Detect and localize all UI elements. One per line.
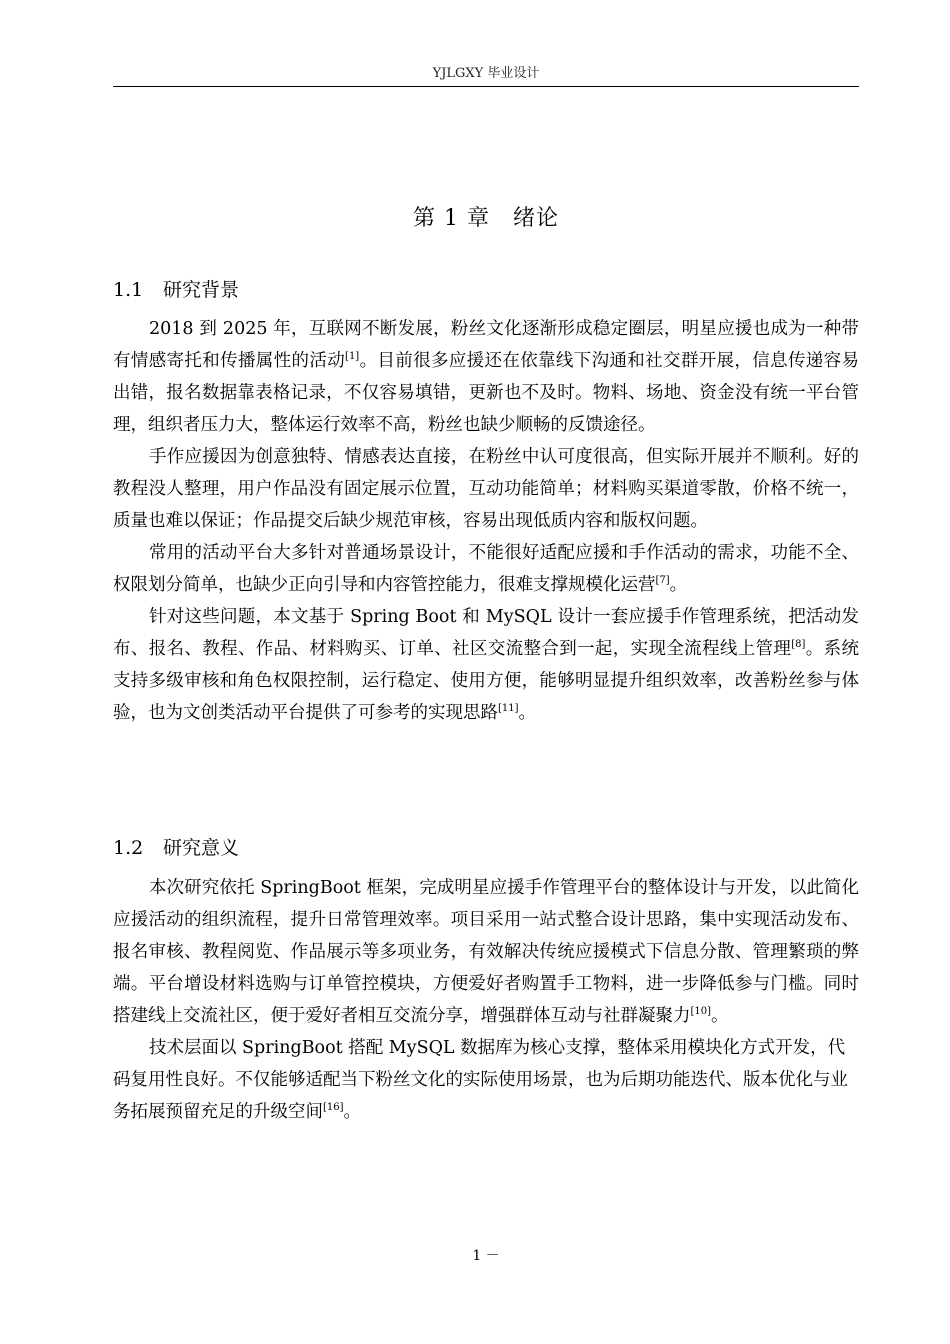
paragraph-text: 。 [669, 575, 688, 595]
paragraph [113, 601, 859, 729]
paragraph-text: 针对这些问题，本文基于 Spring Boot 和 MySQL 设计一套应援手作管理系统，把活动发布、报名、教程、作品、材料购买、订单、社区交流整合到一起，实现全流程线上管理 [113, 607, 859, 659]
section-title: 研究意义 [163, 837, 240, 859]
paragraph [113, 1032, 859, 1128]
paragraph-text: 。 [343, 1102, 362, 1122]
paragraph-text: 2018 到 2025 年，互联网不断发展，粉丝文化逐渐形成稳定圈层，明星应援也成为一种带有情感寄托和传播属性的活动 [113, 319, 859, 371]
section-number: 1.1 [113, 279, 144, 301]
paragraph-text: 本次研究依托 SpringBoot 框架，完成明星应援手作管理平台的整体设计与开发，以此简化应援活动的组织流程，提升日常管理效率。项目采用一站式整合设计思路，集中实现活动发布、报名审核、教程阅览、作品展示等多项业务，有效解决传统应援模式下信息分散、管理繁琐的弊端。平台增设材料选购与订单管控模块，方便爱好者购置手工物料，进一步降低参与门槛。同时搭建线上交流社区，便于爱好者相互交流分享，增强群体互动与社群凝聚力 [113, 878, 859, 1026]
header-rule [113, 86, 859, 87]
section-number: 1.2 [113, 837, 144, 859]
section-title: 研究背景 [163, 279, 240, 301]
citation-ref: [1] [345, 351, 360, 362]
citation-ref: [7] [655, 575, 670, 586]
citation-ref: [10] [690, 1006, 712, 1017]
paragraph [113, 441, 859, 537]
paragraph-text: 。目前很多应援还在依靠线下沟通和社交群开展，信息传递容易出错，报名数据靠表格记录，不仅容易填错，更新也不及时。物料、场地、资金没有统一平台管理，组织者压力大，整体运行效率不高，粉丝也缺少顺畅的反馈途径。 [113, 351, 860, 435]
paragraph [113, 313, 859, 441]
section-body-1-2 [113, 872, 859, 1128]
citation-ref: [8] [791, 639, 806, 650]
paragraph-text: 。 [711, 1006, 729, 1026]
paragraph-text: 手作应援因为创意独特、情感表达直接，在粉丝中认可度很高，但实际开展并不顺利。好的教程没人整理，用户作品没有固定展示位置，互动功能简单；材料购买渠道零散，价格不统一，质量也难以保证；作品提交后缺少规范审核，容易出现低质内容和版权问题。 [113, 447, 859, 531]
chapter-title: 第 1 章 绪论 [413, 206, 559, 231]
paragraph-text: 技术层面以 SpringBoot 搭配 MySQL 数据库为核心支撑，整体采用模块化方式开发，代码复用性良好。不仅能够适配当下粉丝文化的实际使用场景，也为后期功能迭代、版本优化与业务拓展预留充足的升级空间 [113, 1038, 848, 1122]
paragraph-text: 常用的活动平台大多针对普通场景设计，不能很好适配应援和手作活动的需求，功能不全、权限划分简单，也缺少正向引导和内容管控能力，很难支撑规模化运营 [113, 543, 859, 595]
paragraph-text: 。系统支持多级审核和角色权限控制，运行稳定、使用方便，能够明显提升组织效率，改善粉丝参与体验，也为文创类活动平台提供了可参考的实现思路 [113, 639, 860, 723]
section-heading-1-1 [113, 277, 859, 303]
paragraph [113, 872, 859, 1032]
paragraph [113, 537, 859, 601]
citation-ref: [16] [323, 1102, 344, 1113]
page-header: YJLGXY 毕业设计 [432, 66, 540, 81]
paragraph-text: 。 [518, 703, 537, 723]
section-heading-1-2 [113, 835, 859, 861]
section-body-1-1 [113, 313, 859, 729]
page-number: 1 － [472, 1248, 500, 1264]
citation-ref: [11] [498, 703, 519, 714]
